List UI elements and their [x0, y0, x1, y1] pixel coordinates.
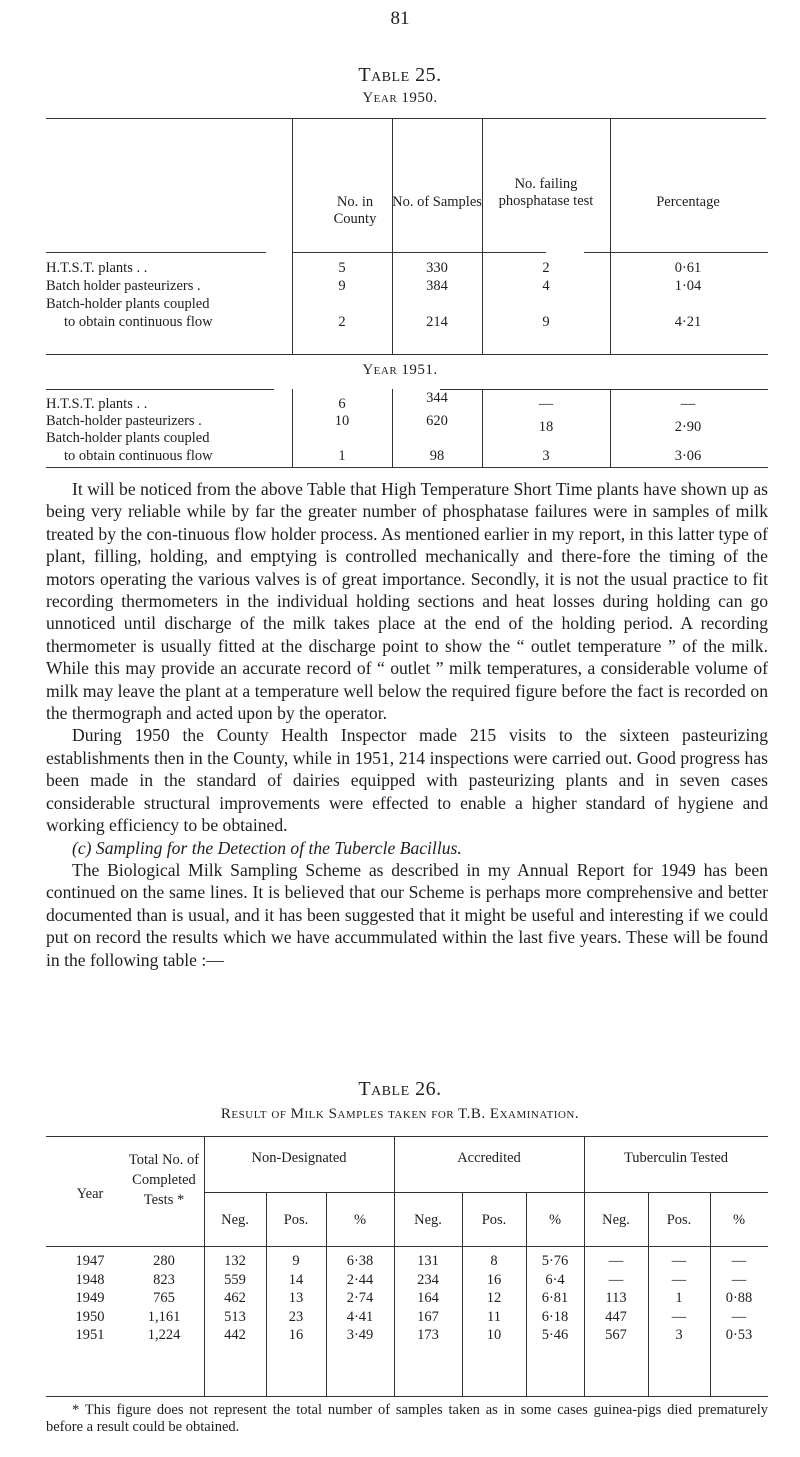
cell-samples: 98 [429, 448, 445, 464]
cell-year: 1948 [75, 1271, 105, 1288]
cell-nd-neg: 559 [224, 1271, 246, 1288]
cell-county: 5 [338, 260, 346, 276]
col-header-percentage: Percentage [656, 194, 720, 210]
cell-ac-pos: 16 [486, 1271, 502, 1288]
cell-failing: 18 [538, 419, 554, 435]
cell-tt-pct: — [731, 1308, 747, 1325]
sub-header-neg: Neg. [602, 1212, 630, 1228]
table-26-header-rule [46, 1246, 768, 1247]
paragraph: During 1950 the County Health Inspector made 215 visits to the sixteen pasteurizing establishments then in the County, while in 1951, 214 inspections were carried out. Good progress has been made in the standard of dairies equipped with pasteurizing plants and in seven cases considerable structural improvements were effected to enable a higher standard of hygiene and working efficiency to be obtained. [46, 725, 768, 836]
cell-samples: 384 [426, 278, 448, 294]
cell-samples: 330 [426, 260, 448, 276]
cell-failing: — [538, 396, 554, 412]
cell-nd-neg: 462 [224, 1290, 246, 1307]
table-25-header-rule-left [46, 252, 266, 253]
cell-tt-pos: — [671, 1271, 687, 1288]
cell-tt-neg: 567 [605, 1327, 627, 1344]
cell-nd-pos: 9 [292, 1253, 300, 1269]
body-text [46, 478, 768, 971]
cell-ac-pct: 6·4 [545, 1271, 565, 1288]
table-25-header-rule-mid [292, 252, 546, 253]
row-label: H.T.S.T. plants . . [46, 260, 148, 276]
cell-tt-neg: 447 [605, 1308, 627, 1325]
cell-total: 280 [153, 1253, 175, 1269]
cell-ac-pct: 5·76 [541, 1253, 569, 1269]
table-25-mid-rule [46, 354, 768, 355]
cell-nd-pct: 3·49 [346, 1327, 374, 1344]
col-header-samples: No. of Samples [392, 194, 482, 210]
cell-ac-neg: 167 [417, 1308, 439, 1325]
sub-header-pos: Pos. [283, 1212, 309, 1228]
cell-total: 1,161 [147, 1308, 181, 1325]
group-header-tuberculin-tested: Tuberculin Tested [623, 1150, 729, 1166]
cell-tt-pct: 0·88 [725, 1290, 753, 1307]
cell-failing: 2 [542, 260, 550, 276]
cell-ac-pos: 10 [486, 1327, 502, 1344]
cell-failing: 9 [542, 314, 550, 330]
sub-header-neg: Neg. [414, 1212, 442, 1228]
cell-percentage: 3·06 [674, 448, 702, 464]
row-label: Batch-holder pasteurizers . [46, 413, 202, 429]
cell-year: 1950 [75, 1308, 105, 1325]
group-header-non-designated: Non-Designated [251, 1150, 347, 1166]
cell-tt-pos: — [671, 1253, 687, 1269]
sub-header-pct: % [732, 1212, 746, 1228]
cell-tt-pct: — [731, 1253, 747, 1269]
cell-tt-pos: 3 [675, 1327, 683, 1344]
cell-percentage: 2·90 [674, 419, 702, 435]
table-26-bottom-rule [46, 1396, 768, 1397]
cell-nd-pct: 4·41 [346, 1308, 374, 1325]
cell-tt-pos: — [671, 1308, 687, 1325]
cell-percentage: 1·04 [674, 278, 702, 294]
cell-ac-pct: 6·81 [541, 1290, 569, 1307]
cell-total: 823 [153, 1271, 175, 1288]
cell-ac-neg: 234 [417, 1271, 439, 1288]
table-25-year2-rule-right [440, 389, 768, 390]
cell-nd-pos: 23 [288, 1308, 304, 1325]
table-25-top-rule [46, 118, 766, 119]
row-label: Batch-holder plants coupled [46, 296, 210, 312]
table-25-year-1951: Year 1951. [362, 362, 438, 378]
cell-ac-neg: 131 [417, 1253, 439, 1269]
cell-percentage: 0·61 [674, 260, 702, 276]
cell-total: 1,224 [147, 1327, 181, 1344]
row-label: to obtain continuous flow [64, 448, 213, 464]
sub-header-pos: Pos. [481, 1212, 507, 1228]
cell-failing: 4 [542, 278, 550, 294]
row-label: Batch holder pasteurizers . [46, 278, 201, 294]
cell-ac-pos: 11 [487, 1308, 501, 1325]
cell-tt-pct: — [731, 1271, 747, 1288]
row-label: Batch-holder plants coupled [46, 430, 210, 446]
cell-county: 1 [338, 448, 346, 464]
cell-ac-neg: 164 [417, 1290, 439, 1307]
table-25-year2-rule-left [46, 389, 274, 390]
cell-ac-pct: 5·46 [541, 1327, 569, 1344]
cell-nd-pos: 14 [288, 1271, 304, 1288]
cell-nd-neg: 442 [224, 1327, 246, 1344]
paragraph: The Biological Milk Sampling Scheme as described in my Annual Report for 1949 has been continued on the same lines. It is believed that our Scheme is perhaps more comprehensive and better documented than is usual, and it has been suggested that it might be useful and interesting if we could put on record the results which we have accummulated within the last five years. These will be found in the following table :— [46, 859, 768, 970]
cell-tt-pos: 1 [675, 1290, 683, 1307]
cell-ac-pct: 6·18 [541, 1308, 569, 1325]
cell-county: 2 [338, 314, 346, 330]
cell-samples: 214 [426, 314, 448, 330]
cell-failing: 3 [542, 448, 550, 464]
sub-header-neg: Neg. [221, 1212, 249, 1228]
col-header-county: No. in County [333, 194, 377, 227]
cell-county: 6 [338, 396, 346, 412]
cell-ac-pos: 8 [490, 1253, 498, 1269]
cell-year: 1949 [75, 1290, 105, 1307]
table-25-title: Table 25. [358, 64, 442, 86]
row-label: to obtain continuous flow [64, 314, 213, 330]
cell-nd-pct: 2·44 [346, 1271, 374, 1288]
cell-samples: 344 [426, 390, 448, 406]
section-heading-c: (c) Sampling for the Detection of the Tubercle Bacillus. [72, 837, 462, 858]
cell-nd-neg: 513 [224, 1308, 246, 1325]
sub-header-pct: % [353, 1212, 367, 1228]
cell-total: 765 [153, 1290, 175, 1307]
footnote: * This figure does not represent the total number of samples taken as in some cases guinea-pigs died prematurely before a result could be obtained. [46, 1402, 768, 1435]
col-header-failing: No. failing phosphatase test [498, 176, 594, 209]
cell-tt-neg: — [608, 1253, 624, 1269]
col-header-year: Year [76, 1186, 104, 1202]
cell-percentage: 4·21 [674, 314, 702, 330]
table-25-header-rule-right [584, 252, 768, 253]
cell-tt-pct: 0·53 [725, 1327, 753, 1344]
cell-year: 1947 [75, 1253, 105, 1269]
cell-percentage: — [680, 396, 696, 412]
cell-county: 9 [338, 278, 346, 294]
paragraph: It will be noticed from the above Table that High Temperature Short Time plants have shown up as being very reliable while by far the greater number of phosphatase failures were in samples of milk treated by the con-tinuous flow holder process. As mentioned earlier in my report, in this latter type of plant, filling, holding, and emptying is controlled mechanically and there-fore the timing of the motors operating the various valves is of great importance. Secondly, it is not the usual practice to fit recording thermometers in the individual holding sections and heat losses during holding can go unnoticed until discharge of the milk takes place at the end of the holding period. A recording thermometer is usually fitted at the discharge point to show the “ outlet temperature ” of the milk. While this may provide an accurate record of “ outlet ” milk temperatures, a considerable volume of milk may leave the plant at a temperature well below the required figure before the fact is recorded on the thermograph and acted upon by the operator. [46, 479, 768, 724]
row-label: H.T.S.T. plants . . [46, 396, 148, 412]
table-26-title: Table 26. [358, 1078, 442, 1100]
cell-nd-pct: 6·38 [346, 1253, 374, 1269]
table-26-subtitle: Result of Milk Samples taken for T.B. Examination. [220, 1106, 580, 1122]
sub-header-pct: % [548, 1212, 562, 1228]
sub-header-pos: Pos. [666, 1212, 692, 1228]
cell-year: 1951 [75, 1327, 105, 1344]
cell-tt-neg: — [608, 1271, 624, 1288]
cell-tt-neg: 113 [605, 1290, 627, 1307]
cell-ac-neg: 173 [417, 1327, 439, 1344]
table-25-bottom-rule [46, 467, 768, 468]
cell-ac-pos: 12 [486, 1290, 502, 1307]
col-header-total: Total No. of Completed Tests * [128, 1152, 200, 1208]
table-26-group-rule [204, 1192, 768, 1193]
page-number: 81 [390, 8, 410, 29]
cell-nd-pos: 13 [288, 1290, 304, 1307]
cell-nd-neg: 132 [224, 1253, 246, 1269]
group-header-accredited: Accredited [457, 1150, 521, 1166]
cell-samples: 620 [426, 413, 448, 429]
cell-nd-pos: 16 [288, 1327, 304, 1344]
table-26-top-rule [46, 1136, 768, 1137]
cell-nd-pct: 2·74 [346, 1290, 374, 1307]
table-25-year-1950: Year 1950. [362, 90, 438, 106]
cell-county: 10 [334, 413, 350, 429]
